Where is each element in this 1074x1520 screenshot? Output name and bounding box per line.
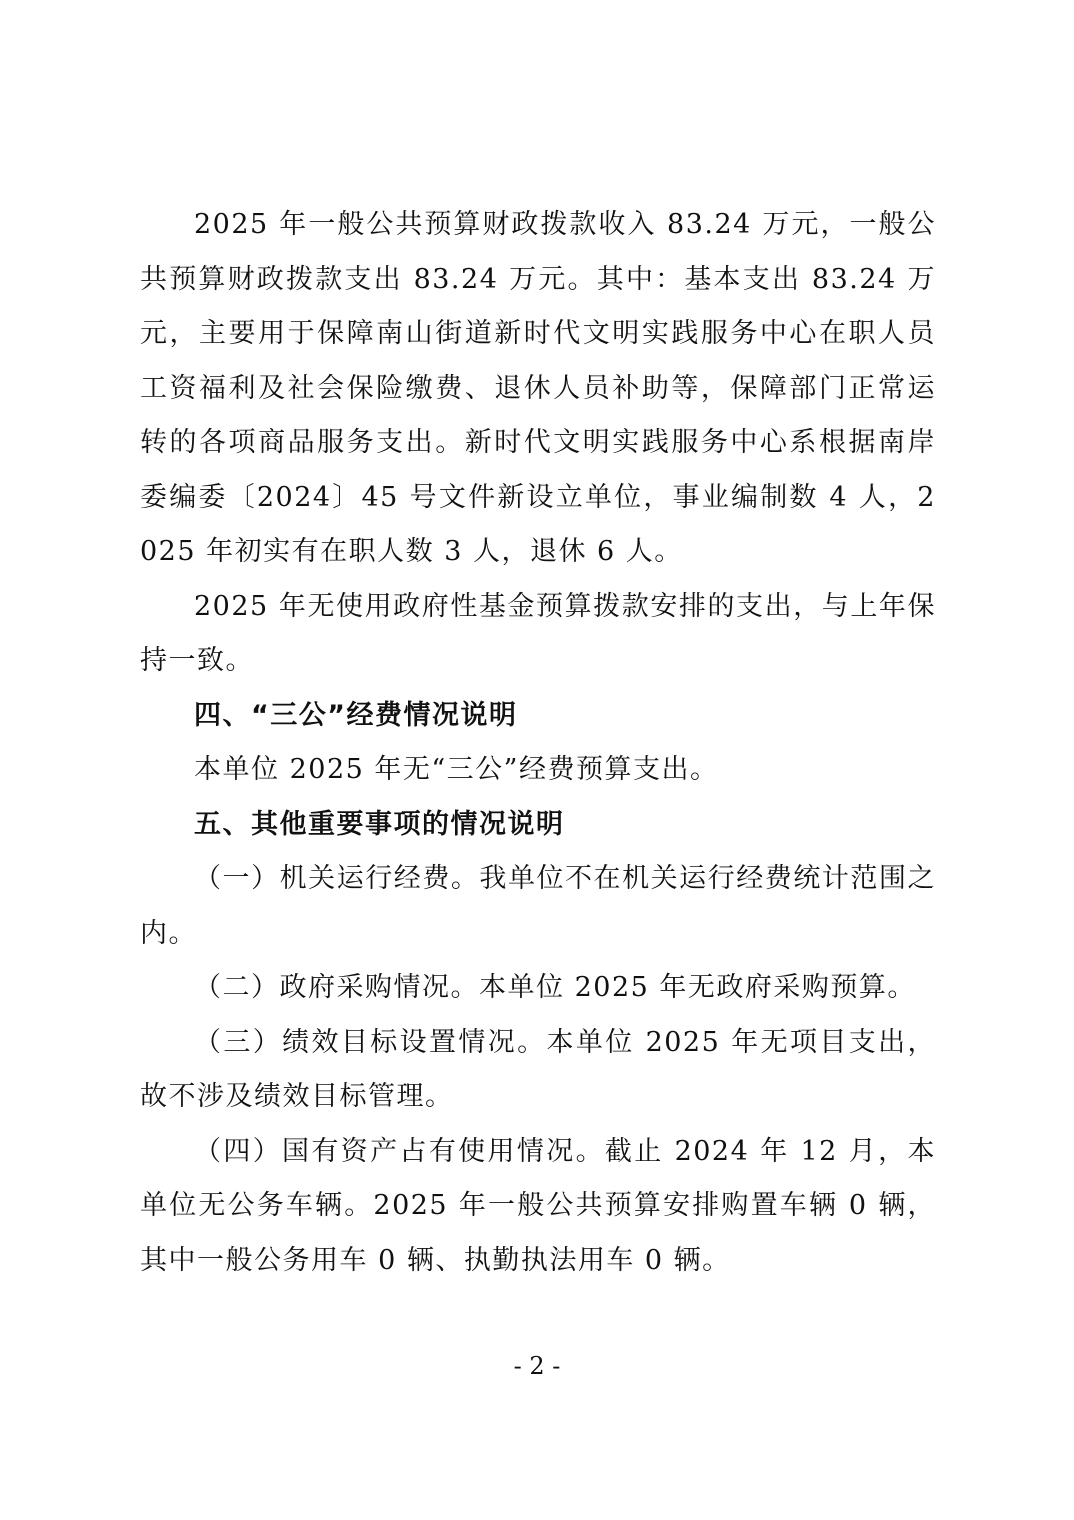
document-body [140,198,936,1288]
page-number: - 2 - [513,1352,561,1380]
paragraph-operating-expenses: （一）机关运行经费。我单位不在机关运行经费统计范围之内。 [140,863,936,949]
section-heading-other-matters: 五、其他重要事项的情况说明 [194,808,565,840]
paragraph-budget-income: 2025 年一般公共预算财政拨款收入 83.24 万元，一般公共预算财政拨款支出 83.24 万元。其中：基本支出 83.24 万元，主要用于保障南山街道新时代文明实践服务中心在职人员工资福利及社会保险缴费、退休人员补助等，保障部门正常运转的各项商品服务支出。新时代文明实践服务中心系根据南岸委编委〔2024〕45 号文件新设立单位，事业编制数 4 人，2025 年初实有在职人数 3 人，退休 6 人。 [140,209,936,567]
paragraph-state-assets: （四）国有资产占有使用情况。截止 2024 年 12 月，本单位无公务车辆。2025 年一般公共预算安排购置车辆 0 辆，其中一般公务用车 0 辆、执勤执法用车 0 辆。 [140,1135,936,1276]
paragraph-three-public: 本单位 2025 年无“三公”经费预算支出。 [194,754,719,785]
paragraph-procurement: （二）政府采购情况。本单位 2025 年无政府采购预算。 [194,972,916,1003]
paragraph-performance-goals: （三）绩效目标设置情况。本单位 2025 年无项目支出，故不涉及绩效目标管理。 [140,1026,936,1112]
paragraph-fund-budget: 2025 年无使用政府性基金预算拨款安排的支出，与上年保持一致。 [140,590,936,676]
section-heading-three-public: 四、“三公”经费情况说明 [194,699,518,731]
